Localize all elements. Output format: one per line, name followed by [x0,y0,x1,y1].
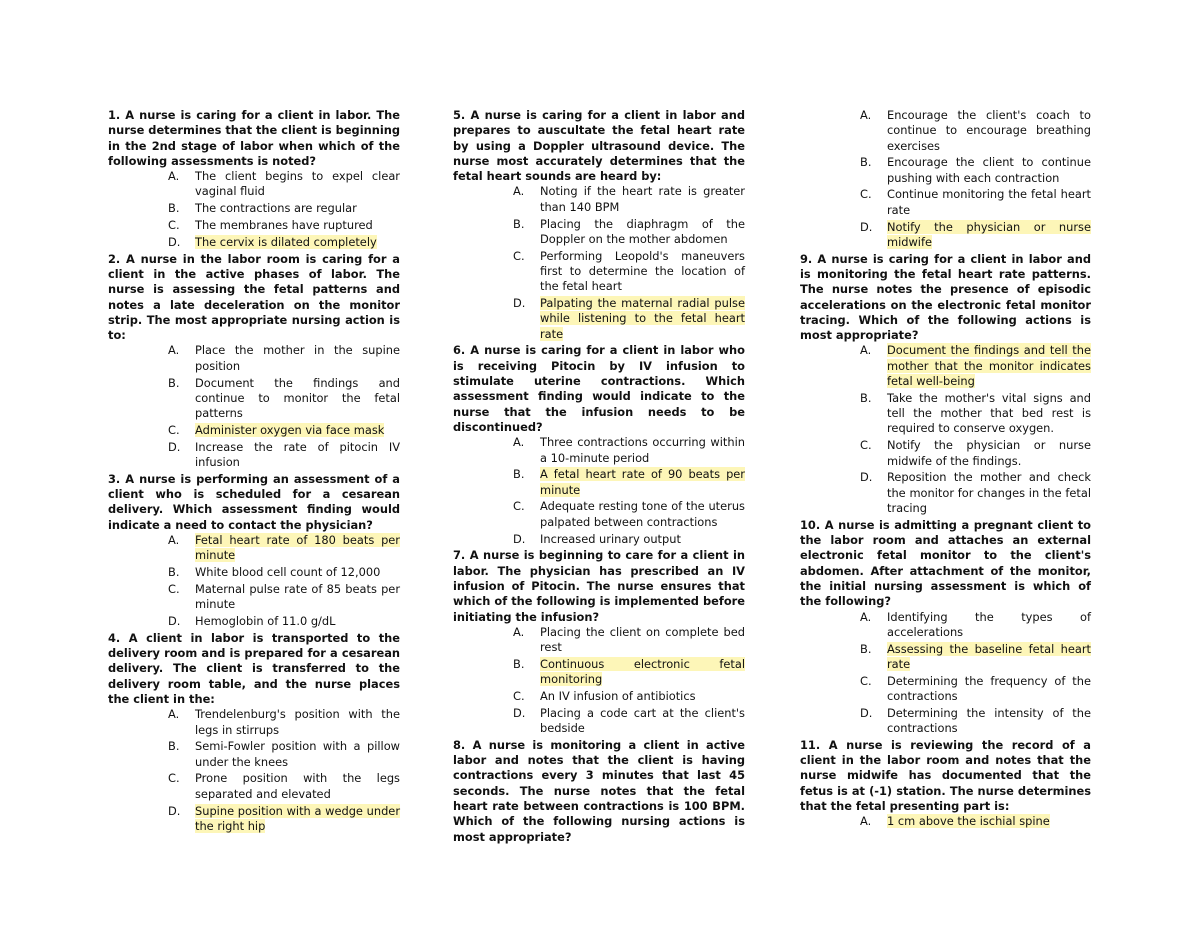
answer-option [513,532,745,547]
option-text [195,565,400,580]
option-text-content: Determining the frequency of the contractions [887,673,1091,703]
answer-option [168,739,400,770]
answer-option [860,108,1091,154]
answer-option-highlighted [860,220,1091,251]
highlighted-answer-text: Palpating the maternal radial pulse while listening to the fetal heart rate [540,296,745,341]
answer-option [168,707,400,738]
answer-option [168,440,400,471]
option-text [887,108,1091,154]
option-letter: A. [168,707,180,722]
option-letter: A. [513,624,525,639]
option-text [540,249,745,295]
option-letter: D. [513,531,526,546]
answer-option [513,689,745,704]
option-text [887,706,1091,737]
option-text-content: Semi-Fowler position with a pillow under the knees [195,739,400,769]
option-text [887,220,1091,251]
question-block [453,343,745,546]
answer-option-highlighted [168,533,400,564]
answer-option-highlighted [860,642,1091,673]
option-text-content: Identifying the types of accelerations [887,609,1091,639]
option-text [195,218,400,233]
option-text [887,187,1091,218]
answer-option [513,706,745,737]
option-text [887,391,1091,437]
option-letter: B. [860,641,872,656]
option-text-content: An IV infusion of antibiotics [540,688,696,703]
option-text-content: Maternal pulse rate of 85 beats per minute [195,581,400,612]
option-text-content: Placing the client on complete bed rest [540,624,745,655]
option-text-content: Reposition the mother and check the monitor for changes in the fetal tracing [887,470,1091,515]
answer-option-highlighted [513,467,745,498]
question-stem: 2. A nurse in the labor room is caring for a client in the active phases of labor. The nurse is assessing the fetal patterns and notes a late deceleration on the monitor strip. The most appropriate nursing action is to: [108,251,400,343]
answer-option [513,499,745,530]
option-text [540,217,745,248]
option-text-content: Prone position with the legs separated and elevated [195,771,400,801]
option-text [195,582,400,613]
question-block [108,108,400,250]
option-text-content: Continue monitoring the fetal heart rate [887,187,1091,217]
answer-option [513,625,745,656]
answer-option [168,343,400,374]
answer-option [860,610,1091,641]
option-letter: D. [513,296,526,311]
answer-option [860,391,1091,437]
option-letter: B. [860,155,872,170]
option-text [195,533,400,564]
option-text [887,610,1091,641]
question-stem: 10. A nurse is admitting a pregnant client to the labor room and attaches an external electronic fetal monitor to the client's abdomen. After attachment of the monitor, the initial nursing assessment is which of the following? [800,517,1091,609]
question-stem: 8. A nurse is monitoring a client in active labor and notes that the client is having contractions every 3 minutes that last 45 seconds. The nurse notes that the fetal heart rate between contractions is 100 BPM. Which of the following nursing actions is most appropriate? [453,737,745,844]
question-block [108,472,400,629]
option-text-content: Take the mother's vital signs and tell the mother that bed rest is required to conserve oxygen. [887,390,1091,436]
column-1 [108,108,400,836]
option-text [540,296,745,342]
option-letter: A. [513,184,525,199]
option-text-content: Adequate resting tone of the uterus palpated between contractions [540,499,745,529]
answer-option [860,155,1091,186]
answer-option [168,771,400,802]
option-text-content: The contractions are regular [195,201,357,216]
answer-option [860,470,1091,516]
option-text [195,739,400,770]
option-letter: C. [168,218,180,233]
question-block [108,252,400,471]
answer-option-highlighted [860,814,1091,829]
answer-option [168,201,400,216]
option-text [540,499,745,530]
answer-option-highlighted [513,657,745,688]
option-text [195,201,400,216]
question-block [800,738,1091,830]
question-stem: 6. A nurse is caring for a client in labor who is receiving Pitocin by IV infusion to stimulate uterine contractions. Which assessment finding would indicate to the nurse that the infusion needs to be discontinued? [453,343,745,434]
column-2 [453,108,745,845]
highlighted-answer-text: Fetal heart rate of 180 beats per minute [195,533,400,563]
option-text [887,470,1091,516]
answer-option [168,614,400,629]
option-letter: B. [168,201,180,216]
option-text [540,532,745,547]
answer-option-highlighted [513,296,745,342]
answer-option [168,376,400,422]
option-text [887,438,1091,469]
option-letter: C. [168,422,180,437]
answer-option [860,438,1091,469]
option-letter: A. [860,108,872,122]
option-letter: C. [168,581,180,596]
option-text-content: Place the mother in the supine position [195,343,400,373]
option-text-content: Encourage the client's coach to continue to encourage breathing exercises [887,108,1091,153]
highlighted-answer-text: Document the findings and tell the mother that the monitor indicates fetal well-being [887,343,1091,389]
option-letter: C. [513,688,525,703]
question-block [453,738,745,845]
option-text [195,771,400,802]
option-letter: D. [168,614,181,628]
question-block [453,548,745,736]
option-letter: A. [168,343,180,358]
answer-option [860,706,1091,737]
answer-option [168,169,400,200]
option-text [195,376,400,422]
option-letter: A. [860,814,872,829]
question-block [453,108,745,342]
option-text [540,625,745,656]
option-letter: C. [860,438,872,453]
question-stem: 5. A nurse is caring for a client in labor and prepares to auscultate the fetal heart rate by using a Doppler ultrasound device. The nurse most accurately determines that the fetal heart sounds are heard by: [453,108,745,184]
option-text [540,467,745,498]
option-text [540,706,745,737]
option-letter: A. [168,533,180,548]
option-text [887,155,1091,186]
option-text-content: Placing the diaphragm of the Doppler on the mother abdomen [540,216,745,246]
option-text-content: Performing Leopold's maneuvers first to determine the location of the fetal heart [540,248,745,294]
answer-option [513,435,745,466]
option-letter: B. [168,375,180,390]
answer-option-highlighted [168,804,400,835]
option-text [540,657,745,688]
option-text-content: Increase the rate of pitocin IV infusion [195,439,400,470]
option-letter: D. [168,803,181,818]
option-text-content: Three contractions occurring within a 10-minute period [540,435,745,465]
option-text-content: Hemoglobin of 11.0 g/dL [195,614,336,628]
option-letter: B. [860,390,872,405]
option-text [195,235,400,250]
option-letter: B. [168,565,180,580]
option-letter: A. [168,169,180,184]
option-text-content: Encourage the client to continue pushing with each contraction [887,155,1091,185]
question-stem: 4. A client in labor is transported to the delivery room and is prepared for a cesarean delivery. The client is transferred to the delivery room table, and the nurse places the client in the: [108,630,400,706]
question-block [800,252,1091,517]
option-letter: B. [513,216,525,231]
question-block [800,108,1091,250]
option-letter: C. [513,248,525,263]
question-stem: 9. A nurse is caring for a client in labor and is monitoring the fetal heart rate patterns. The nurse notes the presence of episodic accelerations on the electronic fetal monitor tracing. Which of the following actions is most appropriate? [800,251,1091,343]
option-letter: D. [860,705,873,720]
option-text [195,804,400,835]
option-text [195,707,400,738]
option-letter: D. [168,439,181,454]
option-text [540,184,745,215]
highlighted-answer-text: Continuous electronic fetal monitoring [540,656,745,687]
option-text [195,423,400,438]
option-letter: A. [513,435,525,450]
answer-option [860,674,1091,705]
option-letter: C. [168,771,180,786]
option-letter: D. [513,705,526,720]
question-stem: 1. A nurse is caring for a client in labor. The nurse determines that the client is beginning in the 2nd stage of labor when which of the following assessments is noted? [108,108,401,168]
option-letter: D. [860,219,873,234]
answer-option [168,218,400,233]
column-3 [800,108,1091,831]
option-text [887,814,1091,829]
answer-option [513,217,745,248]
option-letter: A. [860,609,872,624]
option-text [195,343,400,374]
highlighted-answer-text: Supine position with a wedge under the right hip [195,803,400,833]
question-stem: 7. A nurse is beginning to care for a client in labor. The physician has prescribed an IV infusion of Pitocin. The nurse ensures that which of the following is implemented before initiating the infusion? [453,548,745,624]
highlighted-answer-text: Notify the physician or nurse midwife [887,219,1091,249]
option-letter: C. [860,187,872,202]
option-text-content: The membranes have ruptured [195,218,373,233]
option-text [887,343,1091,389]
option-text-content: Trendelenburg's position with the legs in stirrups [195,707,400,737]
option-text-content: Document the findings and continue to monitor the fetal patterns [195,375,400,421]
option-text-content: Placing a code cart at the client's bedside [540,705,745,736]
option-letter: A. [860,343,872,358]
highlighted-answer-text: Administer oxygen via face mask [195,422,385,437]
highlighted-answer-text: 1 cm above the ischial spine [887,814,1050,829]
option-text-content: The client begins to expel clear vaginal fluid [195,169,400,199]
highlighted-answer-text: Assessing the baseline fetal heart rate [887,641,1091,671]
option-letter: D. [860,470,873,485]
highlighted-answer-text: A fetal heart rate of 90 beats per minute [540,467,745,497]
option-text [540,689,745,704]
answer-option [860,187,1091,218]
option-letter: C. [860,673,872,688]
option-text [195,169,400,200]
question-stem: 3. A nurse is performing an assessment of a client who is scheduled for a cesarean delivery. Which assessment finding would indicate a need to contact the physician? [108,471,400,532]
answer-option-highlighted [168,235,400,250]
question-block [108,631,400,834]
answer-option [168,565,400,580]
option-text [195,614,400,629]
option-letter: D. [168,234,181,249]
answer-option-highlighted [168,423,400,438]
option-letter: B. [168,739,180,754]
option-text-content: White blood cell count of 12,000 [195,565,381,580]
answer-option [168,582,400,613]
option-text [887,642,1091,673]
option-text-content: Determining the intensity of the contractions [887,705,1091,736]
answer-option [513,184,745,215]
highlighted-answer-text: The cervix is dilated completely [195,234,377,249]
answer-option [513,249,745,295]
option-text-content: Notify the physician or nurse midwife of the findings. [887,438,1091,468]
option-text-content: Increased urinary output [540,531,681,546]
option-letter: C. [513,499,525,514]
option-text-content: Noting if the heart rate is greater than 140 BPM [540,184,745,214]
option-text [540,435,745,466]
question-stem: 11. A nurse is reviewing the record of a client in the labor room and notes that the nurse midwife has documented that the fetus is at (-1) station. The nurse determines that the fetal presenting part is: [800,737,1091,814]
option-letter: B. [513,656,525,671]
question-block [800,518,1091,737]
option-text [195,440,400,471]
option-letter: B. [513,467,525,482]
answer-option-highlighted [860,343,1091,389]
option-text [887,674,1091,705]
